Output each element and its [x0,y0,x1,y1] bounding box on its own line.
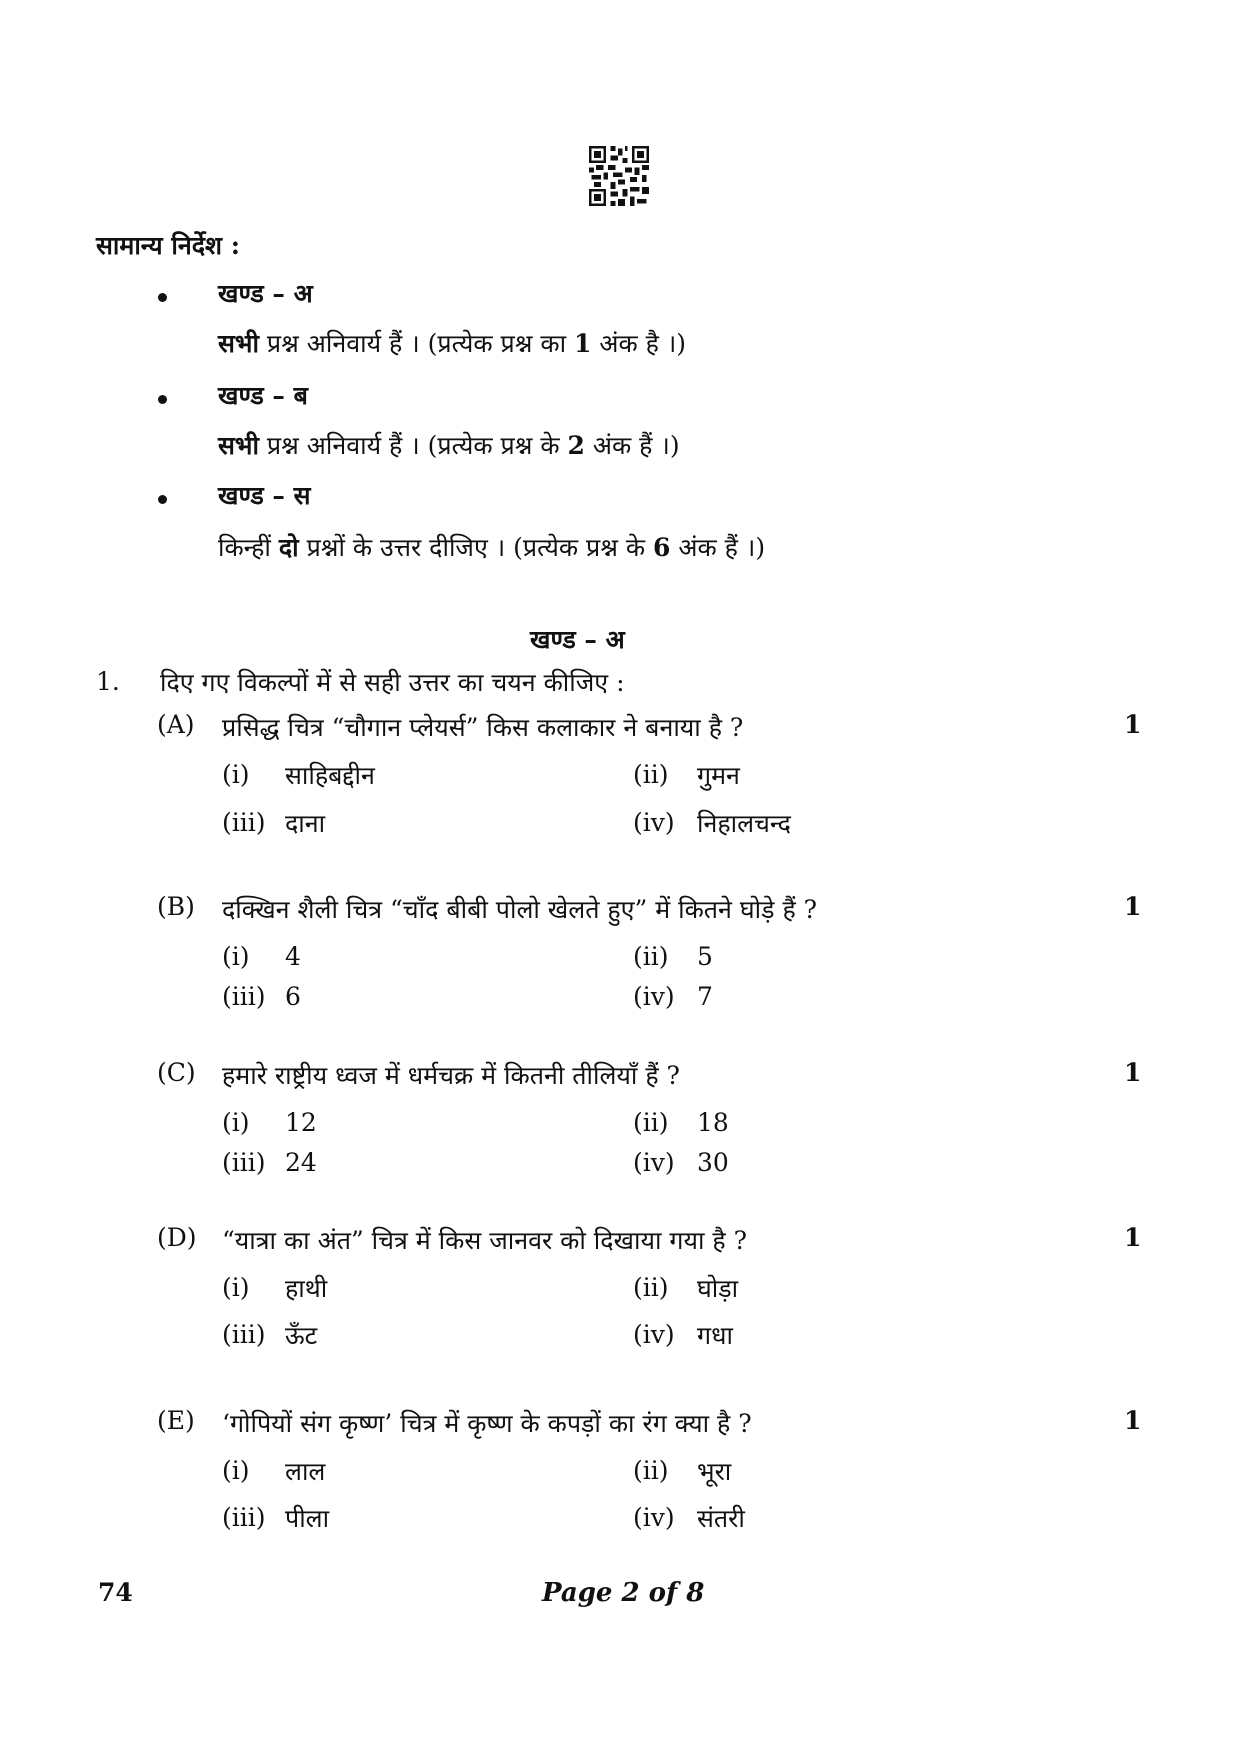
instruction-section-title: खण्ड – अ [218,279,313,308]
option-text: गुमन [697,761,740,790]
option-text: 30 [697,1148,729,1177]
instruction-section-text: सभी प्रश्न अनिवार्य हैं । (प्रत्येक प्रश्न का 1 अंक है ।) [218,329,687,358]
instruction-section-text: सभी प्रश्न अनिवार्य हैं । (प्रत्येक प्रश्न के 2 अंक हैं ।) [218,431,680,460]
question-part-b [0,892,1241,932]
question-part-e [0,1406,1241,1446]
option-number: (iii) [222,1148,266,1177]
option-number: (i) [222,1456,250,1485]
option-number: (ii) [633,1273,669,1302]
option-number: (iii) [222,808,266,837]
part-letter: (A) [157,710,195,739]
option-number: (i) [222,760,250,789]
part-question: हमारे राष्ट्रीय ध्वज में धर्मचक्र में कितनी तीलियाँ हैं ? [222,1061,680,1090]
part-letter: (D) [157,1223,197,1252]
page-number: Page 2 of 8 [542,1578,705,1608]
part-letter: (B) [157,892,195,921]
bullet-icon [158,293,167,302]
option-text: 7 [697,982,713,1011]
option-number: (iv) [633,1503,675,1532]
qr-code-icon [588,146,650,206]
option-number: (iv) [633,808,675,837]
option-text: ऊँट [285,1321,318,1350]
instruction-section-title: खण्ड – ब [218,381,308,410]
part-question: दक्खिन शैली चित्र “चाँद बीबी पोलो खेलते हुए” में कितने घोड़े हैं ? [222,895,818,924]
question-part-a [0,710,1241,750]
instruction-section-text: किन्हीं दो प्रश्नों के उत्तर दीजिए । (प्रत्येक प्रश्न के 6 अंक हैं ।) [218,533,766,562]
question-part-d [0,1223,1241,1263]
bullet-icon [158,395,167,404]
option-text: हाथी [285,1274,328,1303]
part-marks: 1 [1124,710,1142,739]
option-text: 5 [697,942,713,971]
option-text: भूरा [697,1457,732,1486]
part-marks: 1 [1124,1223,1142,1252]
part-question: “यात्रा का अंत” चित्र में किस जानवर को दिखाया गया है ? [222,1226,748,1255]
question-part-c [0,1058,1241,1098]
part-letter: (C) [157,1058,196,1087]
option-number: (iv) [633,1148,675,1177]
option-text: गधा [697,1321,733,1350]
option-number: (iii) [222,982,266,1011]
part-marks: 1 [1124,1406,1142,1435]
option-number: (iv) [633,1320,675,1349]
option-number: (ii) [633,942,669,971]
option-text: 4 [285,942,301,971]
option-number: (iv) [633,982,675,1011]
option-text: पीला [285,1504,330,1533]
option-number: (i) [222,1108,250,1137]
paper-code: 74 [98,1578,133,1607]
option-number: (ii) [633,1456,669,1485]
option-number: (i) [222,942,250,971]
option-text: निहालचन्द [697,809,791,838]
option-number: (iii) [222,1320,266,1349]
question-number: 1. [96,667,120,696]
section-heading: खण्ड – अ [530,625,625,654]
option-text: 12 [285,1108,317,1137]
part-marks: 1 [1124,892,1142,921]
option-text: लाल [285,1457,326,1486]
part-question: ‘गोपियों संग कृष्ण’ चित्र में कृष्ण के कपड़ों का रंग क्या है ? [222,1409,752,1438]
option-text: साहिबद्दीन [285,761,375,790]
option-number: (ii) [633,1108,669,1137]
option-text: संतरी [697,1504,745,1533]
option-number: (iii) [222,1503,266,1532]
instruction-section-title: खण्ड – स [218,481,311,510]
option-number: (ii) [633,760,669,789]
option-text: घोड़ा [697,1274,739,1303]
option-text: 6 [285,982,301,1011]
part-letter: (E) [157,1406,195,1435]
instructions-heading: सामान्य निर्देश : [96,231,240,260]
option-text: 24 [285,1148,317,1177]
question-prompt: दिए गए विकल्पों में से सही उत्तर का चयन कीजिए : [160,668,625,697]
part-question: प्रसिद्ध चित्र “चौगान प्लेयर्स” किस कलाकार ने बनाया है ? [222,713,744,742]
bullet-icon [158,495,167,504]
option-number: (i) [222,1273,250,1302]
option-text: 18 [697,1108,729,1137]
part-marks: 1 [1124,1058,1142,1087]
option-text: दाना [285,809,326,838]
